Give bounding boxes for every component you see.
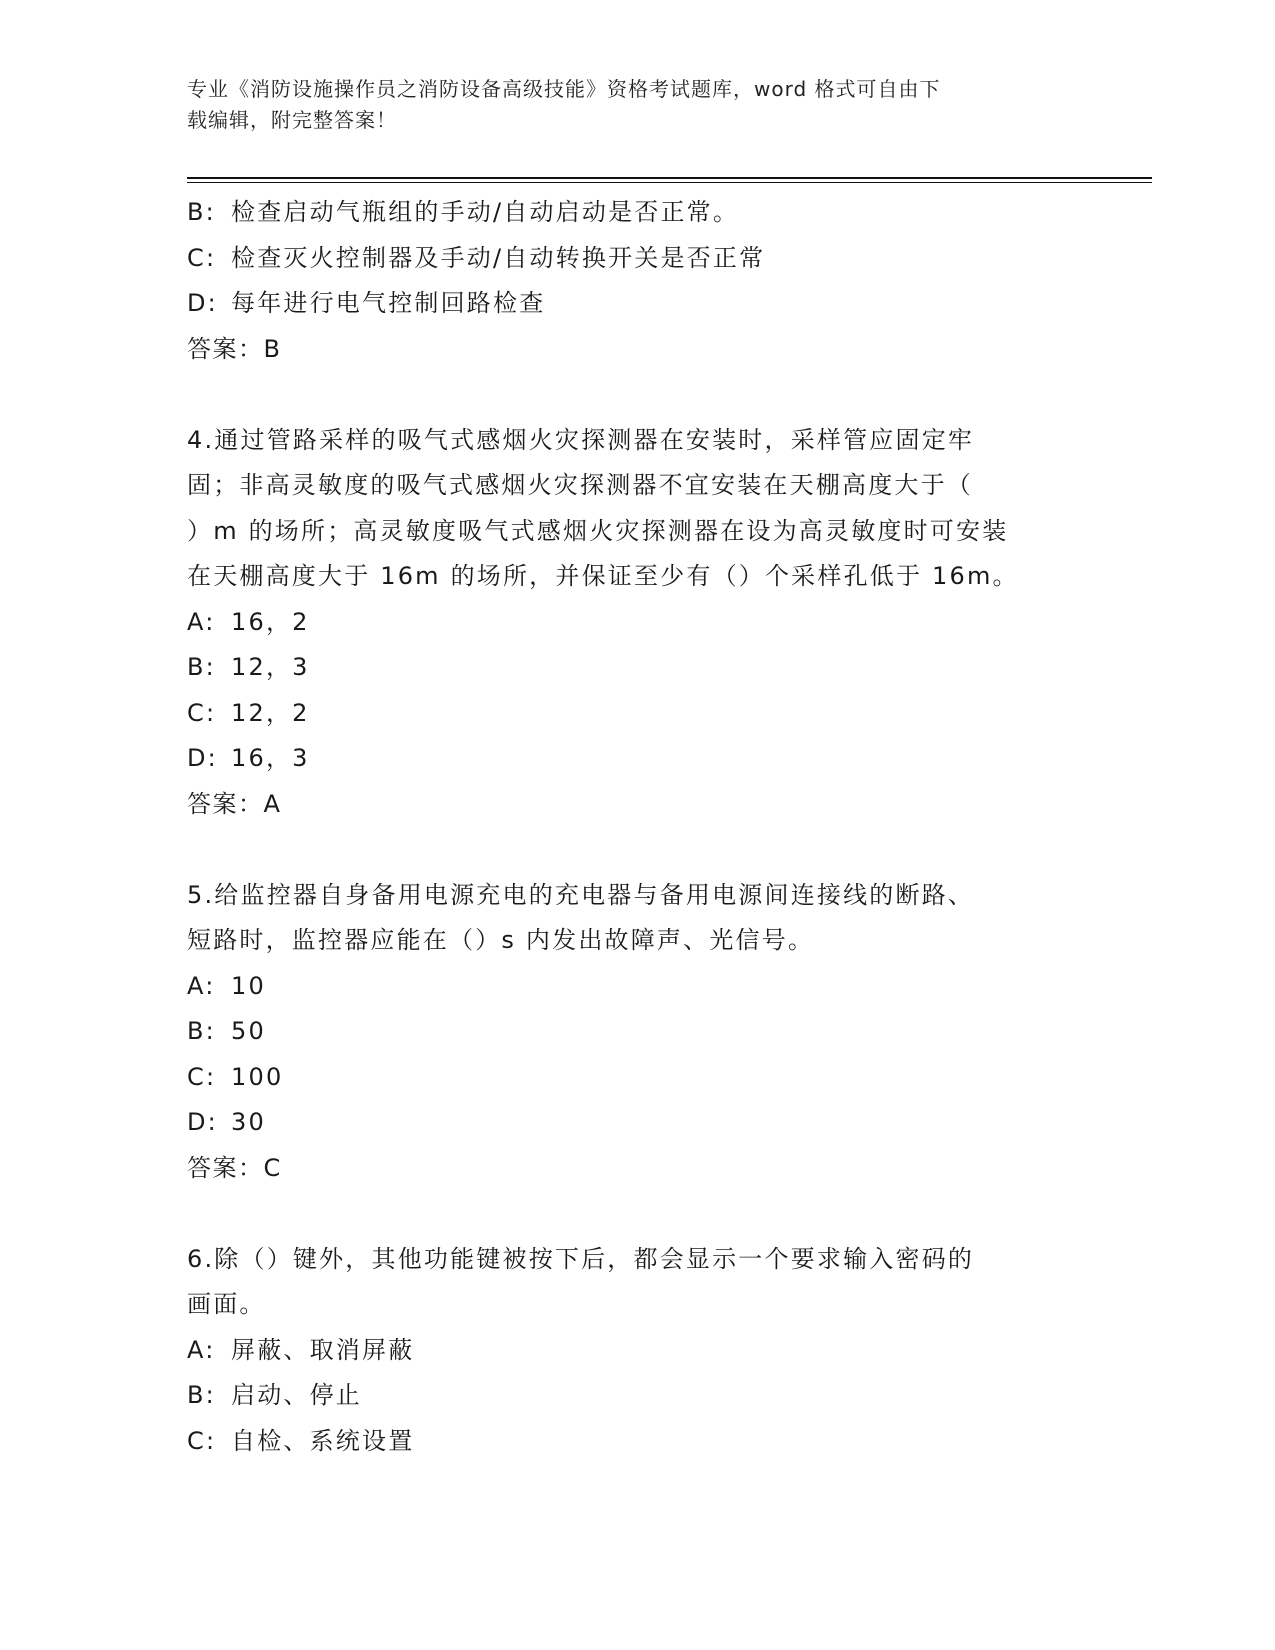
option-text: 12，2 (231, 698, 310, 727)
option-b (187, 645, 1087, 691)
option-key: A: (187, 971, 216, 1000)
option-key: A: (187, 607, 216, 636)
option-text: 启动、停止 (231, 1381, 362, 1409)
option-key: D: (187, 289, 218, 317)
option-text: 屏蔽、取消屏蔽 (231, 1335, 415, 1364)
option-text: 检查灭火控制器及手动/自动转换开关是否正常 (231, 243, 766, 272)
spacer (187, 372, 1087, 418)
option-text: 12，3 (231, 653, 310, 681)
option-c (187, 1419, 1087, 1465)
option-text: 16，3 (231, 744, 310, 772)
option-text: 检查启动气瓶组的手动/自动启动是否正常。 (231, 198, 740, 226)
answer-line: 答案：A (187, 789, 282, 818)
question-stem-line: 画面。 (187, 1290, 266, 1318)
option-b (187, 190, 1087, 236)
option-text: 每年进行电气控制回路检查 (231, 289, 546, 317)
option-text: 30 (231, 1108, 266, 1136)
question-4 (187, 418, 1087, 828)
answer-line: 答案：C (187, 1153, 282, 1182)
option-key: C: (187, 243, 217, 272)
option-key: D: (187, 744, 218, 772)
option-key: D: (187, 1108, 218, 1136)
option-key: B: (187, 653, 216, 681)
option-a (187, 600, 1087, 646)
option-text: 16，2 (231, 607, 310, 636)
option-key: B: (187, 1017, 216, 1045)
question-stem-line: ）m 的场所；高灵敏度吸气式感烟火灾探测器在设为高灵敏度时可安装 (187, 516, 1009, 545)
spacer (187, 1191, 1087, 1237)
document-header (187, 74, 1067, 136)
question-3 (187, 190, 1087, 372)
question-6 (187, 1237, 1087, 1465)
option-key: B: (187, 1381, 216, 1409)
option-key: C: (187, 1062, 217, 1091)
option-d (187, 736, 1087, 782)
option-c (187, 236, 1087, 282)
option-a (187, 964, 1087, 1010)
header-divider-thick (187, 177, 1152, 179)
option-c (187, 691, 1087, 737)
spacer (187, 827, 1087, 873)
option-key: C: (187, 1426, 217, 1455)
option-text: 自检、系统设置 (231, 1426, 415, 1455)
question-stem-line: 5.给监控器自身备用电源充电的充电器与备用电源间连接线的断路、 (187, 880, 975, 909)
question-5 (187, 873, 1087, 1192)
option-key: C: (187, 698, 217, 727)
option-text: 50 (231, 1017, 266, 1045)
option-d (187, 1100, 1087, 1146)
option-a (187, 1328, 1087, 1374)
answer-line: 答案：B (187, 334, 282, 363)
question-stem-line: 6.除（）键外，其他功能键被按下后，都会显示一个要求输入密码的 (187, 1244, 975, 1273)
option-d (187, 281, 1087, 327)
header-line-1: 专业《消防设施操作员之消防设备高级技能》资格考试题库，word 格式可自由下 (187, 77, 941, 101)
header-divider-thin (187, 182, 1152, 183)
question-stem-line: 短路时，监控器应能在（）s 内发出故障声、光信号。 (187, 926, 815, 954)
option-text: 10 (231, 971, 266, 1000)
header-line-2: 载编辑，附完整答案！ (187, 108, 397, 132)
option-key: B: (187, 198, 216, 226)
option-text: 100 (231, 1062, 284, 1091)
question-stem-line: 在天棚高度大于 16m 的场所，并保证至少有（）个采样孔低于 16m。 (187, 562, 1019, 590)
option-b (187, 1009, 1087, 1055)
question-stem-line: 4.通过管路采样的吸气式感烟火灾探测器在安装时，采样管应固定牢 (187, 425, 975, 454)
question-list (187, 190, 1087, 1464)
option-c (187, 1055, 1087, 1101)
option-key: A: (187, 1335, 216, 1364)
option-b (187, 1373, 1087, 1419)
question-stem-line: 固；非高灵敏度的吸气式感烟火灾探测器不宜安装在天棚高度大于（ (187, 471, 973, 499)
